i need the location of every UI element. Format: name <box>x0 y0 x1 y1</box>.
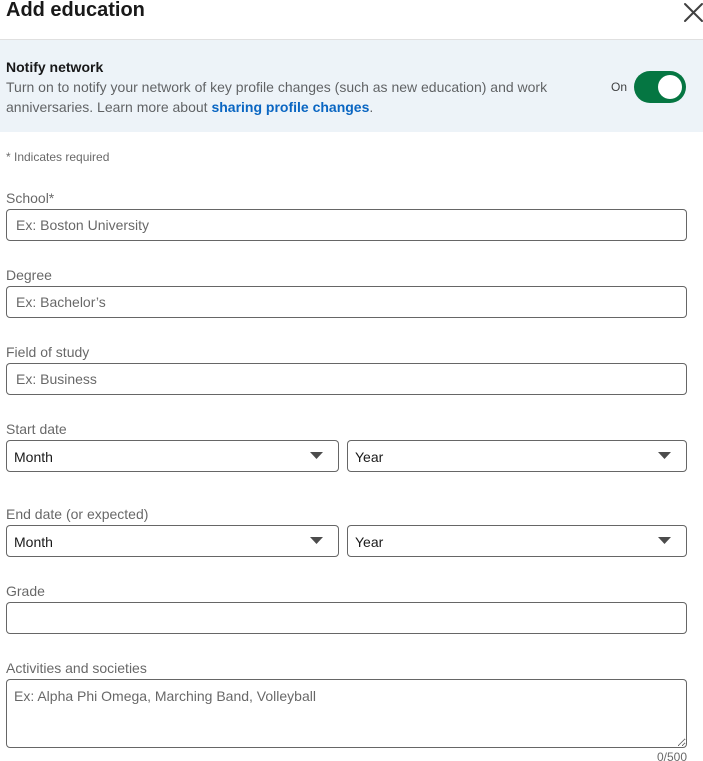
caret-down-icon <box>658 452 671 460</box>
notify-network-toggle[interactable] <box>634 71 686 103</box>
caret-down-icon <box>310 537 323 545</box>
end-year-value: Year <box>355 534 384 550</box>
start-date-label: Start date <box>6 421 67 437</box>
notify-network-description <box>6 77 596 117</box>
end-date-label: End date (or expected) <box>6 506 149 522</box>
required-note: * Indicates required <box>6 150 110 164</box>
notify-network-text: Turn on to notify your network of key profile changes (such as new education) and work anniversaries. Learn more about <box>6 79 548 115</box>
activities-label: Activities and societies <box>6 660 147 676</box>
notify-network-text-end: . <box>369 99 374 115</box>
close-button[interactable] <box>680 0 703 26</box>
modal-title: Add education <box>6 0 145 21</box>
grade-label: Grade <box>6 583 45 599</box>
field-of-study-input[interactable] <box>6 363 687 395</box>
start-year-value: Year <box>355 449 384 465</box>
start-month-select[interactable] <box>6 440 339 472</box>
start-year-select[interactable] <box>347 440 687 472</box>
toggle-knob <box>658 75 682 99</box>
degree-input[interactable] <box>6 286 687 318</box>
caret-down-icon <box>658 537 671 545</box>
school-input[interactable] <box>6 209 687 241</box>
end-month-select[interactable] <box>6 525 339 557</box>
character-counter: 0/500 <box>656 750 687 761</box>
close-icon <box>680 0 703 26</box>
start-month-value: Month <box>14 449 53 465</box>
end-year-select[interactable] <box>347 525 687 557</box>
caret-down-icon <box>310 452 323 460</box>
notify-network-banner <box>0 40 703 132</box>
end-month-value: Month <box>14 534 53 550</box>
sharing-profile-changes-link[interactable]: sharing profile changes <box>211 99 370 115</box>
grade-input[interactable] <box>6 602 687 634</box>
degree-label: Degree <box>6 267 52 283</box>
school-label: School* <box>6 190 55 206</box>
field-of-study-label: Field of study <box>6 344 90 360</box>
notify-network-title: Notify network <box>6 59 104 75</box>
activities-textarea[interactable] <box>6 679 687 748</box>
toggle-state-label: On <box>611 80 628 94</box>
modal-header <box>0 0 703 40</box>
